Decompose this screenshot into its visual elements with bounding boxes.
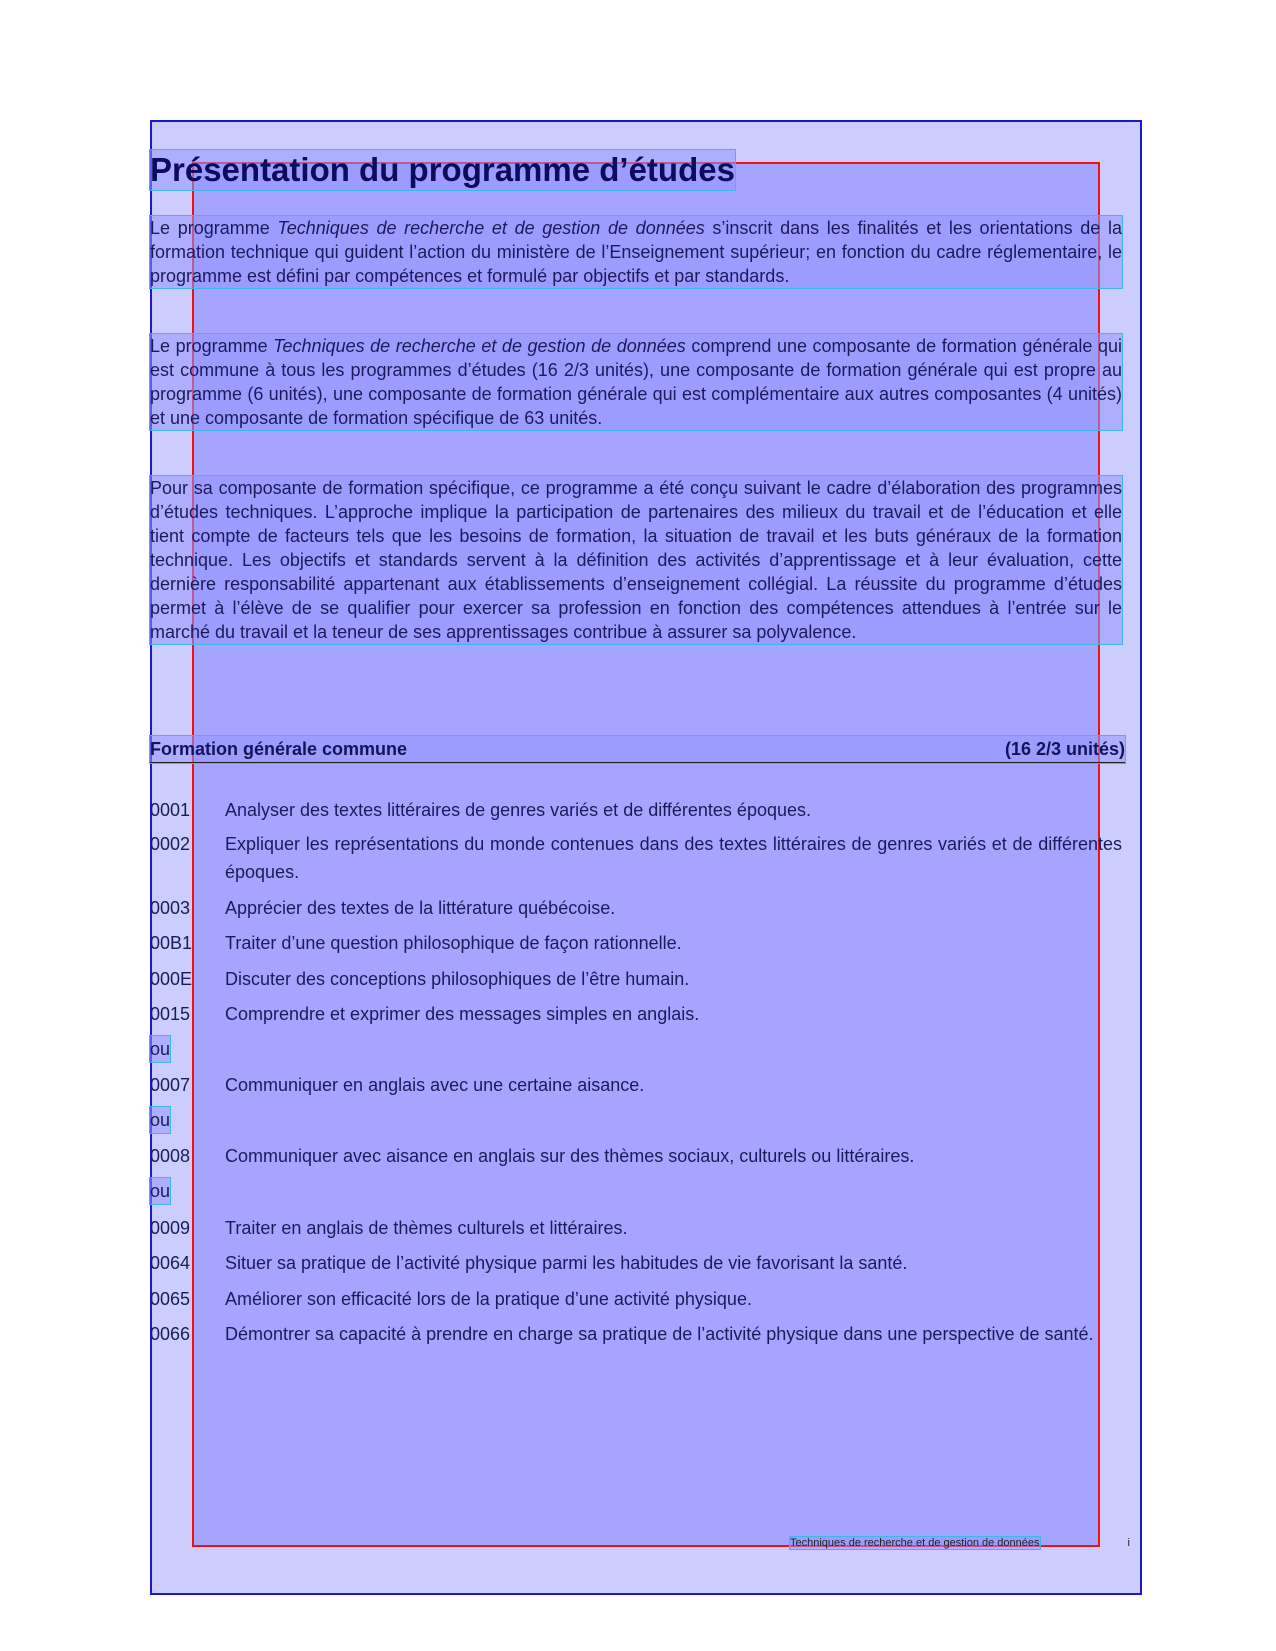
course-item: [150, 830, 1122, 886]
page-footer: [790, 1537, 1130, 1549]
alternative-or: ou: [150, 1107, 170, 1133]
page-title: Présentation du programme d’études: [150, 151, 735, 188]
course-code: 0008: [150, 1146, 191, 1166]
course-title: Discuter des conceptions philosophiques de l’être humain.: [225, 969, 690, 989]
course-item: [150, 1071, 1122, 1099]
course-item: [150, 796, 1122, 824]
course-item: [150, 894, 1122, 922]
course-item: [150, 965, 1122, 993]
page-number: i: [1127, 1537, 1130, 1549]
course-title: Améliorer son efficacité lors de la pratique d’une activité physique.: [225, 1289, 752, 1309]
course-item: [150, 929, 1122, 957]
course-title: Expliquer les représentations du monde contenues dans des textes littéraires de genres variés et de différentes époques.: [225, 834, 1122, 882]
paragraph-1: [150, 216, 1122, 288]
course-title: Apprécier des textes de la littérature québécoise.: [225, 898, 616, 918]
course-code: 0066: [150, 1324, 191, 1344]
program-name-italic: Techniques de recherche et de gestion de données: [277, 218, 705, 238]
program-name-italic: Techniques de recherche et de gestion de données: [273, 336, 686, 356]
paragraph-3-text: Pour sa composante de formation spécifique, ce programme a été conçu suivant le cadre d’élaboration des programmes d’études techniques. L’approche implique la participation de partenaires des milieux du travail et de l’éducation et elle tient compte de facteurs tels que les besoins de formation, la situation de travail et les buts généraux de la formation technique. Les objectifs et standards servent à la définition des activités d’apprentissage et à leur évaluation, cette dernière responsabilité appartenant aux établissements d’enseignement collégial. La réussite du programme d’études permet à l’élève de se qualifier pour exercer sa profession en fonction des compétences attendues à l’entrée sur le marché du travail et la teneur de ses apprentissages contribue à assurer sa polyvalence.: [150, 478, 1122, 642]
course-item: [150, 1285, 1122, 1313]
course-title: Démontrer sa capacité à prendre en charge sa pratique de l’activité physique dans une perspective de santé.: [225, 1324, 1094, 1344]
course-title: Analyser des textes littéraires de genres variés et de différentes époques.: [225, 800, 812, 820]
course-code: 0007: [150, 1075, 191, 1095]
course-title: Situer sa pratique de l’activité physique parmi les habitudes de vie favorisant la santé.: [225, 1253, 908, 1273]
course-code: 0009: [150, 1218, 191, 1238]
course-item: [150, 1142, 1122, 1170]
course-code: 0015: [150, 1004, 191, 1024]
course-code: 0064: [150, 1253, 191, 1273]
alternative-or: ou: [150, 1178, 170, 1204]
course-title: Comprendre et exprimer des messages simples en anglais.: [225, 1004, 700, 1024]
course-code: 00B1: [150, 933, 193, 953]
course-item: [150, 1249, 1122, 1277]
course-code: 0003: [150, 898, 191, 918]
course-title: Traiter d’une question philosophique de façon rationnelle.: [225, 933, 682, 953]
footer-text: Techniques de recherche et de gestion de données: [790, 1537, 1040, 1549]
paragraph-2-lead: Le programme: [150, 336, 274, 356]
paragraph-3: [150, 476, 1122, 644]
section-heading-units: (16 2/3 unités): [1004, 739, 1125, 759]
paragraph-2: [150, 334, 1122, 430]
course-code: 0065: [150, 1289, 191, 1309]
paragraph-2-rest: comprend une composante de formation générale qui est commune à tous les programmes d’études (16 2/3 unités), une composante de formation générale qui est propre au programme (6 unités), une composante de formation générale qui est complémentaire aux autres composantes (4 unités) et une composante de formation spécifique de 63 unités.: [150, 336, 1122, 428]
alternative-or: ou: [150, 1036, 170, 1062]
course-item: [150, 1214, 1122, 1242]
section-heading-title: Formation générale commune: [150, 739, 408, 759]
section-heading: [150, 736, 1125, 763]
paragraph-1-rest: s’inscrit dans les finalités et les orientations de la formation technique qui guident l’action du ministère de l’Enseignement supérieur; en fonction du cadre réglementaire, le programme est défini par compétences et formulé par objectifs et par standards.: [150, 218, 1122, 286]
course-code: 0001: [150, 800, 191, 820]
paragraph-1-lead: Le programme: [150, 218, 278, 238]
course-title: Traiter en anglais de thèmes culturels et littéraires.: [225, 1218, 628, 1238]
course-item: [150, 1000, 1122, 1028]
course-code: 0002: [150, 834, 191, 854]
course-item: [150, 1320, 1122, 1348]
course-code: 000E: [150, 969, 193, 989]
course-title: Communiquer en anglais avec une certaine aisance.: [225, 1075, 645, 1095]
course-title: Communiquer avec aisance en anglais sur des thèmes sociaux, culturels ou littéraires.: [225, 1146, 915, 1166]
